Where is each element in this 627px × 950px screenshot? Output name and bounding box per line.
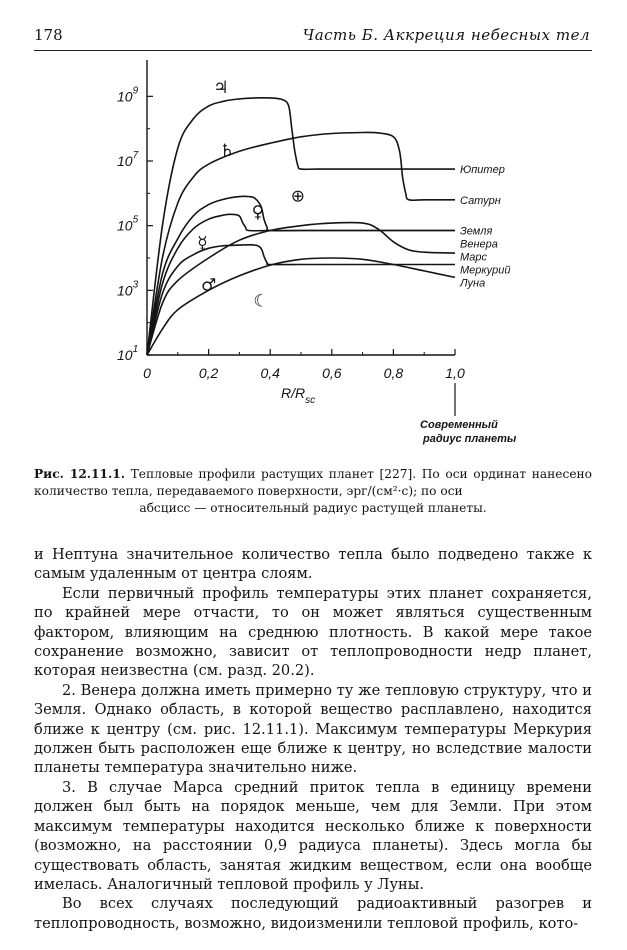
page-number: 178 [34,26,63,44]
series-4-line [147,223,455,355]
series-4-symbol: ♂ [200,275,217,296]
series-1-line [147,132,455,355]
series-2-label: Земля [460,225,493,238]
y-tick-label: $10^1$ [117,344,139,363]
series-3-label: Венера [460,238,498,251]
paragraph: 2. Венера должна иметь примерно ту же тепловую структуру, что и Земля. Однако область, в которой вещество расплавлено, находится ближе к центру (см. рис. 12.11.1). Максимум температуры Меркурия должен быть расположен еще ближе к центру, но вследствие малости планеты температура значительно ниже. [34,681,592,777]
y-tick-label: $10^3$ [117,279,139,299]
series-0-symbol: ♃ [213,78,229,99]
x-axis-label-main: R/R [281,385,306,401]
series-1-symbol: ♄ [219,141,235,162]
figure-caption-last-line: абсцисс — относительный радиус растущей планеты. [139,501,487,515]
series-3-line [147,214,455,355]
series-6-symbol: ☾ [253,291,269,312]
series-2-line [147,196,455,355]
series-2-symbol: ⊕ [290,186,306,207]
series-6-line [147,258,455,355]
paragraph: 3. В случае Марса средний приток тепла в единицу времени должен был быть на порядок меньше, чем для Земли. При этом максимум температуры находится несколько ближе к поверхности (возможно, на расстоянии 0,9 радиуса планеты). Здесь могла бы существовать область, занятая жидким веществом, если она вообще имелась. Аналогичный тепловой профиль у Луны. [34,778,592,893]
x-tick-label: 0,4 [260,365,280,381]
series-5-label: Меркурий [460,264,511,277]
y-tick-label: $10^9$ [117,85,139,105]
paragraph: Во всех случаях последующий радиоактивный разогрев и теплопроводность, возможно, видоизменили тепловой профиль, кото- [34,895,592,932]
x-tick-label: 1,0 [445,365,465,381]
chart-tick-labels [117,85,465,381]
running-title: Часть Б. Аккреция небесных тел [302,26,590,44]
series-0-label: Юпитер [460,164,505,177]
series-5-symbol: ☿ [197,233,208,254]
chart-series-lines [147,98,455,355]
chart-planet-symbols [197,78,305,311]
x-tick-label: 0,8 [383,365,404,381]
figure-caption-text: Тепловые профили растущих планет [227]. По оси ординат нанесено количество тепла, передаваемого поверхности, эрг/(см²·с); по оси [34,467,592,498]
chart-axes [147,60,455,355]
series-6-label: Луна [460,277,486,290]
x-tick-label: 0,2 [198,365,219,381]
figure-caption-label: Рис. 12.11.1. [34,467,125,481]
chart-series-labels [459,164,510,289]
series-4-label: Марс [460,251,488,264]
present-radius-label-2: радиус планеты [423,433,517,445]
figure-caption [34,466,592,517]
paragraph: Если первичный профиль температуры этих планет сохраняется, по крайней мере отчасти, то он может являться существенным фактором, влияющим на среднюю плотность. В какой мере такое сохранение возможно, зависит от теплопроводности недр планет, которая неизвестна (см. разд. 20.2). [34,584,592,680]
series-1-label: Сатурн [460,194,501,207]
series-3-symbol: ♀ [251,202,265,223]
x-axis-label [281,385,315,406]
paragraph: и Нептуна значительное количество тепла было подведено также к самым удаленным от центра слоям. [34,546,592,583]
y-tick-label: $10^7$ [117,150,139,169]
x-tick-label: 0,6 [322,365,342,381]
present-radius-label-1: Современный [420,419,498,431]
heat-profile-chart [0,0,627,460]
x-tick-label: 0 [143,365,151,381]
y-tick-label: $10^5$ [117,214,139,234]
body-text [34,545,592,933]
x-axis-label-sub: sc [305,395,316,406]
